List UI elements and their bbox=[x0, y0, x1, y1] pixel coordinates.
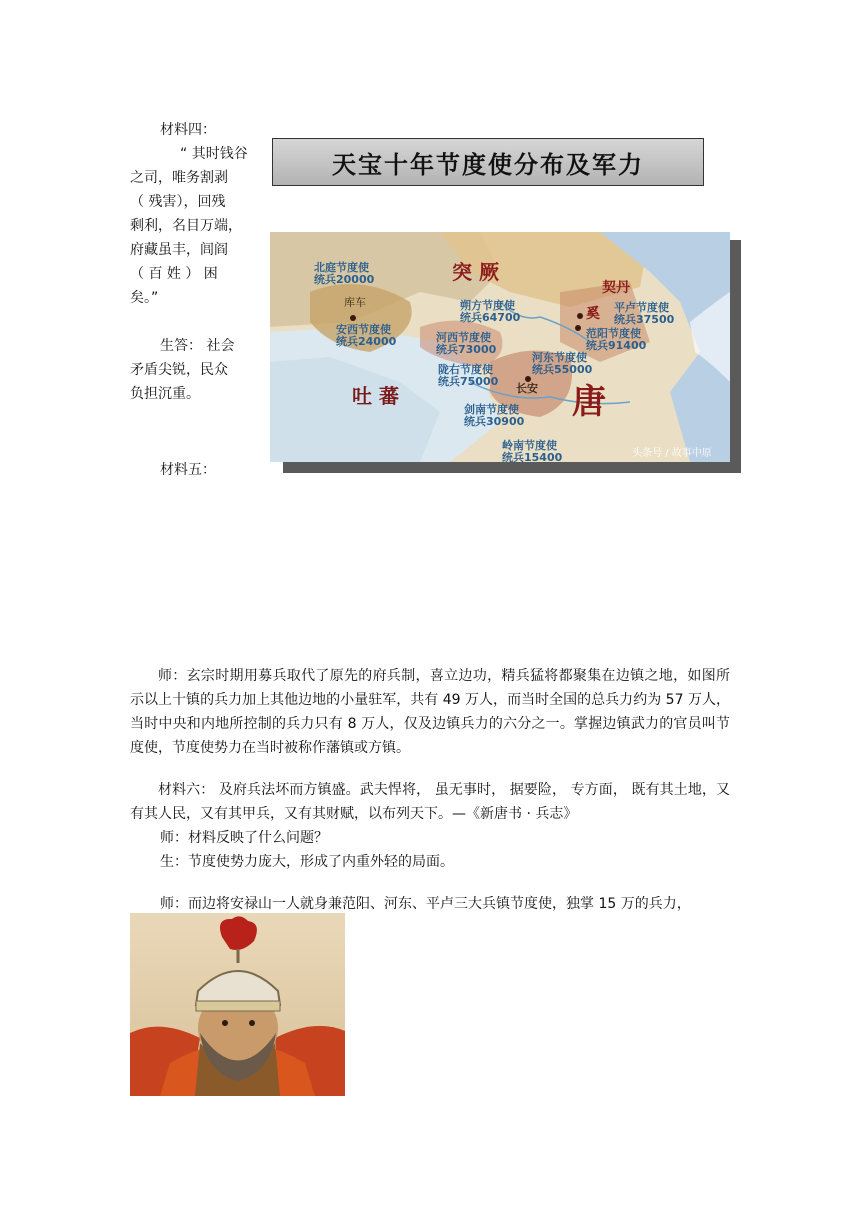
material-6-paragraph: 材料六： 及府兵法坏而方镇盛。武夫悍将， 虽无事时， 据要险， 专方面， 既有其土地，又有其人民，又有其甲兵，又有其财赋，以布列天下。—《新唐书 · 兵志》 bbox=[130, 782, 730, 822]
army-label: 陇右节度使 统兵75000 bbox=[438, 363, 499, 388]
material-4-line: 矣。” bbox=[130, 290, 159, 306]
army-label: 剑南节度使 统兵30900 bbox=[464, 403, 525, 428]
place-label: 库车 bbox=[344, 296, 366, 309]
material-4-line: 之司，唯务割剥 bbox=[130, 170, 228, 186]
region-label: 契丹 bbox=[602, 280, 630, 296]
student-answer-line: 矛盾尖锐，民众 bbox=[130, 362, 228, 378]
army-label: 范阳节度使 统兵91400 bbox=[586, 327, 647, 352]
material-4-label: 材料四： bbox=[160, 122, 216, 138]
army-label: 平卢节度使 统兵37500 bbox=[614, 301, 675, 326]
army-label: 河东节度使 统兵55000 bbox=[532, 351, 593, 376]
watermark: 头条号 / 故事中原 bbox=[632, 448, 712, 459]
material-4-line: 剩利，名目万端， bbox=[130, 218, 242, 234]
material-5-label: 材料五： bbox=[160, 462, 216, 478]
teacher-paragraph: 师：玄宗时期用募兵取代了原先的府兵制，喜立边功，精兵猛将都聚集在边镇之地，如图所示以上十镇的兵力加上其他边地的小量驻军，共有 49 万人，而当时全国的总兵力约为 57 万人，当时中央和内地所控制的兵力只有 8 万人，仅及边镇兵力的六分之一。掌握边镇武力的官员叫节度使，节度使势力在当时被称作藩镇或方镇。 bbox=[130, 668, 730, 756]
student-answer-line: 负担沉重。 bbox=[130, 386, 200, 402]
place-label: 长安 bbox=[516, 382, 538, 395]
material-4-line: （ 百 姓 ） 困 bbox=[130, 266, 218, 282]
an-lushan-portrait bbox=[130, 913, 345, 1096]
material-4-line: 府藏虽丰，闾阎 bbox=[130, 242, 228, 258]
region-label: 吐 蕃 bbox=[352, 384, 399, 408]
army-label: 河西节度使 统兵73000 bbox=[436, 331, 497, 356]
army-label: 安西节度使 统兵24000 bbox=[336, 323, 397, 348]
army-label: 北庭节度使 统兵20000 bbox=[314, 261, 375, 286]
material-4-line: （ 残害），回残 bbox=[130, 194, 226, 210]
army-label: 朔方节度使 统兵64700 bbox=[460, 299, 521, 324]
jiedushi-map bbox=[270, 232, 730, 462]
region-label: 奚 bbox=[586, 306, 600, 322]
region-label: 突 厥 bbox=[452, 260, 499, 284]
army-label: 岭南节度使 统兵15400 bbox=[502, 439, 563, 462]
teacher-paragraph: 师：而边将安禄山一人就身兼范阳、河东、平卢三大兵镇节度使，独掌 15 万的兵力， bbox=[160, 896, 691, 912]
region-label: 唐 bbox=[572, 382, 606, 422]
student-answer-line: 生答： 社会 bbox=[160, 338, 235, 354]
student-answer: 生：节度使势力庞大，形成了内重外轻的局面。 bbox=[160, 854, 454, 870]
material-4-line: “ 其时钱谷 bbox=[180, 146, 248, 162]
teacher-question: 师：材料反映了什么问题？ bbox=[160, 830, 328, 846]
figure-title: 天宝十年节度使分布及军力 bbox=[272, 138, 704, 186]
